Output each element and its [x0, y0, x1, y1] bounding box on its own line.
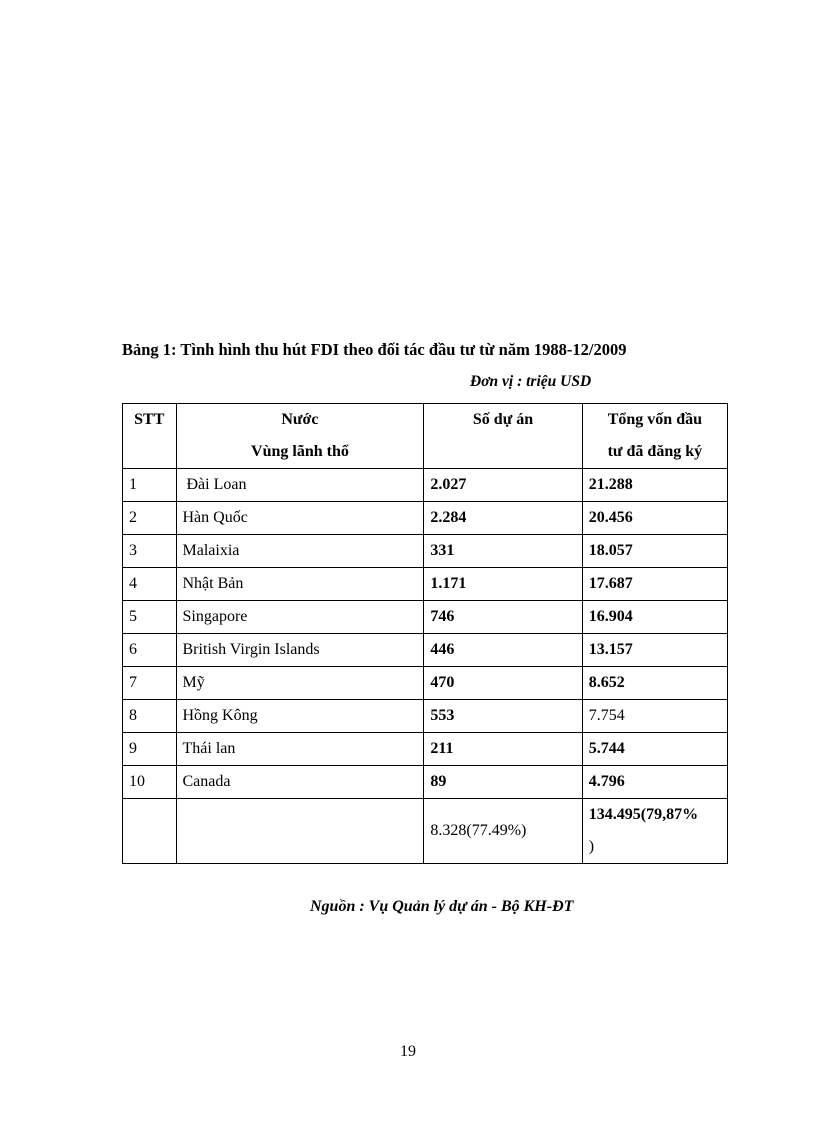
table-caption: Bảng 1: Tình hình thu hút FDI theo đối tác đầu tư từ năm 1988-12/2009 — [122, 340, 627, 359]
table-row — [123, 502, 728, 535]
table-row — [123, 601, 728, 634]
total-projects: 8.328(77.49%) — [424, 799, 582, 864]
cell-country: Singapore — [176, 601, 424, 634]
header-capital — [582, 404, 727, 469]
total-capital — [582, 799, 727, 864]
cell-stt-empty — [123, 799, 177, 864]
cell-projects: 331 — [424, 535, 582, 568]
cell-capital: 18.057 — [582, 535, 727, 568]
table-row — [123, 469, 728, 502]
cell-capital: 8.652 — [582, 667, 727, 700]
header-country-line2: Vùng lãnh thổ — [251, 443, 349, 460]
cell-country-empty — [176, 799, 424, 864]
fdi-partner-table — [122, 403, 728, 864]
cell-projects: 2.284 — [424, 502, 582, 535]
unit-label: Đơn vị : triệu USD — [470, 373, 592, 390]
cell-stt: 1 — [123, 469, 177, 502]
table-row — [123, 568, 728, 601]
cell-projects: 553 — [424, 700, 582, 733]
table-row — [123, 535, 728, 568]
cell-country: Đài Loan — [176, 469, 424, 502]
table-row — [123, 700, 728, 733]
header-country-line1: Nước — [281, 411, 319, 428]
table-row — [123, 667, 728, 700]
cell-country: Thái lan — [176, 733, 424, 766]
cell-country: Hàn Quốc — [176, 502, 424, 535]
cell-stt: 6 — [123, 634, 177, 667]
cell-stt: 8 — [123, 700, 177, 733]
header-stt: STT — [123, 404, 177, 469]
cell-capital: 13.157 — [582, 634, 727, 667]
cell-capital: 4.796 — [582, 766, 727, 799]
source-note: Nguồn : Vụ Quản lý dự án - Bộ KH-ĐT — [310, 898, 574, 915]
cell-stt: 4 — [123, 568, 177, 601]
cell-projects: 746 — [424, 601, 582, 634]
cell-stt: 5 — [123, 601, 177, 634]
cell-projects: 446 — [424, 634, 582, 667]
cell-country: Malaixia — [176, 535, 424, 568]
cell-projects: 89 — [424, 766, 582, 799]
table-row — [123, 733, 728, 766]
total-capital-line1: 134.495(79,87% — [588, 806, 699, 823]
header-country — [176, 404, 424, 469]
cell-country: Hồng Kông — [176, 700, 424, 733]
cell-projects: 1.171 — [424, 568, 582, 601]
cell-stt: 7 — [123, 667, 177, 700]
cell-country: Mỹ — [176, 667, 424, 700]
cell-capital: 5.744 — [582, 733, 727, 766]
cell-stt: 3 — [123, 535, 177, 568]
cell-capital: 16.904 — [582, 601, 727, 634]
cell-projects: 2.027 — [424, 469, 582, 502]
header-capital-line1: Tổng vốn đầu — [607, 411, 702, 428]
cell-stt: 9 — [123, 733, 177, 766]
table-total-row — [123, 799, 728, 864]
header-capital-line2: tư đã đăng ký — [607, 443, 703, 460]
cell-capital: 7.754 — [582, 700, 727, 733]
cell-country: Nhật Bản — [176, 568, 424, 601]
header-projects: Số dự án — [424, 404, 582, 469]
page-number: 19 — [400, 1043, 416, 1060]
cell-capital: 21.288 — [582, 469, 727, 502]
cell-country: Canada — [176, 766, 424, 799]
cell-projects: 211 — [424, 733, 582, 766]
table-row — [123, 634, 728, 667]
table-row — [123, 766, 728, 799]
cell-country: British Virgin Islands — [176, 634, 424, 667]
cell-capital: 20.456 — [582, 502, 727, 535]
cell-projects: 470 — [424, 667, 582, 700]
cell-stt: 2 — [123, 502, 177, 535]
cell-stt: 10 — [123, 766, 177, 799]
cell-capital: 17.687 — [582, 568, 727, 601]
table-header-row — [123, 404, 728, 469]
total-capital-line2: ) — [588, 838, 595, 855]
